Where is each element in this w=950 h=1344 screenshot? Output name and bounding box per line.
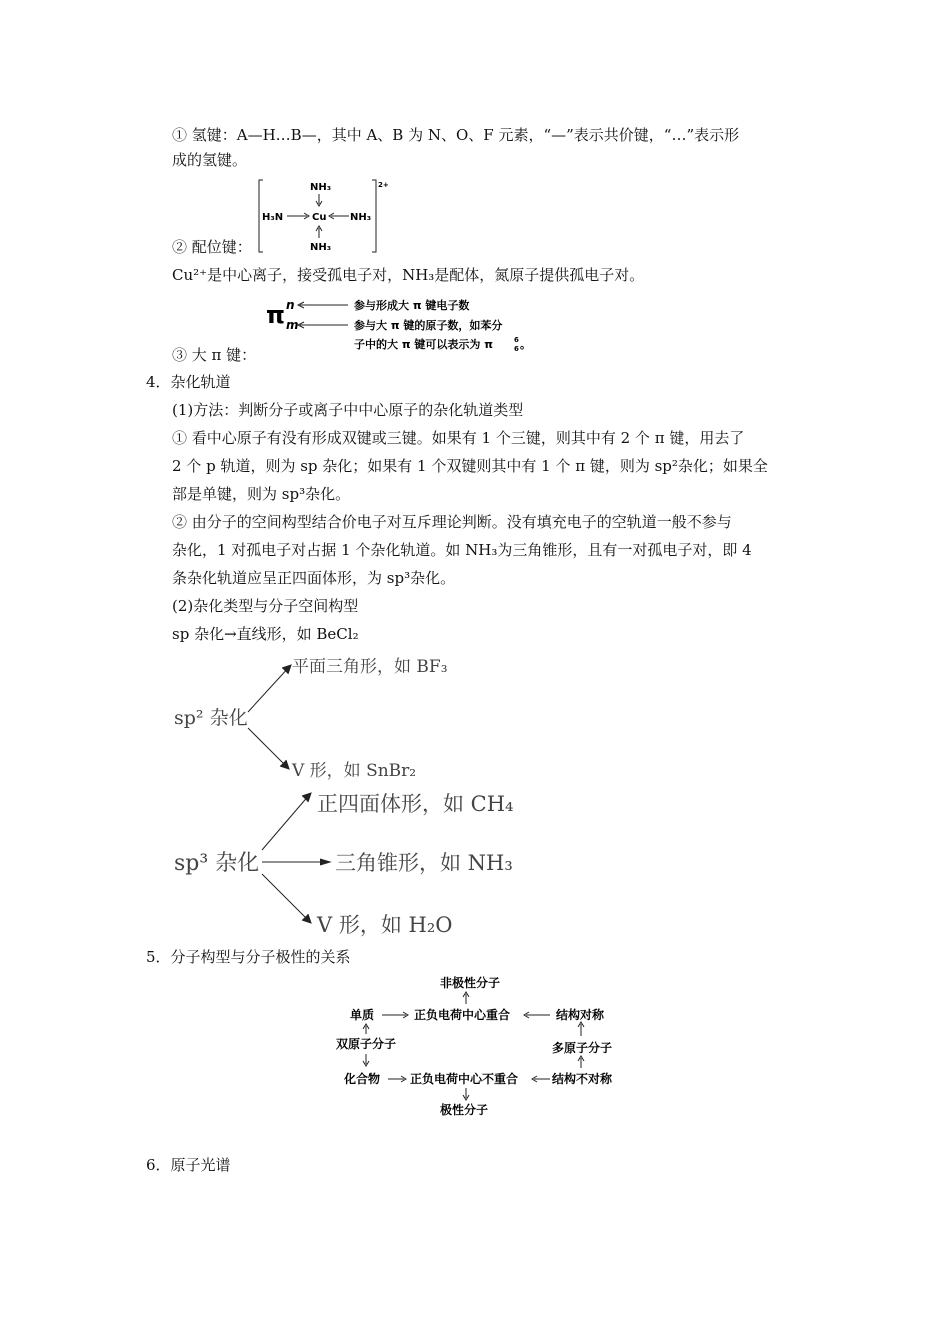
pi-bond-label: ③ 大 π 键： (172, 346, 257, 364)
sp2-diagram (170, 648, 500, 783)
sp3-branch-1: 正四面体形，如 CH₄ (317, 792, 514, 816)
nh3-left: H₃N (262, 212, 284, 223)
hbond-line-2: 成的氢键。 (172, 151, 248, 169)
pi-sub: m (286, 318, 299, 332)
pi-note-1: 参与形成大 π 键电子数 (354, 299, 470, 312)
p1-line-2: 2 个 p 轨道，则为 sp 杂化；如果有 1 个双键则其中有 1 个 π 键，则为 sp²杂化；如果全 (172, 457, 768, 475)
sp3-diagram (170, 782, 540, 942)
nh3-top: NH₃ (310, 182, 332, 193)
compound: 化合物 (344, 1072, 381, 1086)
hbond-line-1: ① 氢键：A—H…B—，其中 A、B 为 N、O、F 元素，“—”表示共价键，“…”表示形 (172, 126, 740, 144)
polyatomic-molecule: 多原子分子 (552, 1041, 613, 1055)
cu-center: Cu (312, 212, 327, 223)
pi-note-3: 子中的大 π 键可以表示为 π (354, 338, 493, 351)
pi-note-2: 参与大 π 键的原子数，如苯分 (354, 319, 503, 332)
sp3-branch-3: V 形，如 H₂O (317, 913, 453, 937)
nh3-bottom: NH₃ (310, 242, 332, 253)
section4-heading: 4．杂化轨道 (146, 373, 231, 391)
polarity-flowchart (330, 970, 630, 1120)
sp2-label: sp² 杂化 (174, 707, 248, 729)
sp3-branch-2: 三角锥形，如 NH₃ (335, 851, 513, 875)
pi-bond-diagram (262, 293, 552, 355)
p2-line-3: 条杂化轨道应呈正四面体形，为 sp³杂化。 (172, 569, 456, 587)
structure-symmetric: 结构对称 (556, 1008, 605, 1022)
pi-note-3-sup: 6 (514, 336, 519, 344)
p2-line-2: 杂化，1 对孤电子对占据 1 个杂化轨道。如 NH₃为三角锥形，且有一对孤电子对，即 4 (172, 541, 752, 559)
sp2-branch-1: 平面三角形，如 BF₃ (292, 657, 448, 677)
pi-sup: n (286, 298, 295, 312)
section6-heading: 6．原子光谱 (146, 1156, 231, 1174)
p1-line-1: ① 看中心原子有没有形成双键或三键。如果有 1 个三键，则其中有 2 个 π 键，用去了 (172, 429, 745, 447)
coord-desc: Cu²⁺是中心离子，接受孤电子对，NH₃是配体，氮原子提供孤电子对。 (172, 266, 645, 284)
sp-line: sp 杂化→直线形，如 BeCl₂ (172, 625, 359, 643)
types-title: (2)杂化类型与分子空间构型 (172, 597, 359, 615)
element-substance: 单质 (350, 1008, 375, 1022)
diatomic-molecule: 双原子分子 (336, 1037, 397, 1051)
coord-label: ② 配位键： (172, 238, 252, 256)
structure-asymmetric: 结构不对称 (552, 1072, 613, 1086)
nh3-right: NH₃ (350, 212, 372, 223)
p2-line-1: ② 由分子的空间构型结合价电子对互斥理论判断。没有填充电子的空轨道一般不参与 (172, 513, 732, 531)
polar-molecule: 极性分子 (440, 1103, 489, 1117)
cu-complex-diagram (255, 172, 395, 258)
pi-note-3-sub: 6 (514, 345, 519, 353)
method-title: (1)方法：判断分子或离子中中心原子的杂化轨道类型 (172, 401, 524, 419)
sp2-branch-2: V 形，如 SnBr₂ (292, 761, 417, 781)
nonpolar-molecule: 非极性分子 (440, 976, 501, 990)
charge-center-not-coincide: 正负电荷中心不重合 (410, 1072, 519, 1086)
complex-charge: 2+ (378, 181, 389, 189)
sp3-label: sp³ 杂化 (174, 851, 260, 876)
p1-line-3: 部是单键，则为 sp³杂化。 (172, 485, 351, 503)
pi-note-3-end: 。 (520, 338, 531, 351)
charge-center-coincide: 正负电荷中心重合 (414, 1008, 511, 1022)
section5-heading: 5．分子构型与分子极性的关系 (146, 948, 351, 966)
pi-symbol: π (266, 301, 285, 329)
